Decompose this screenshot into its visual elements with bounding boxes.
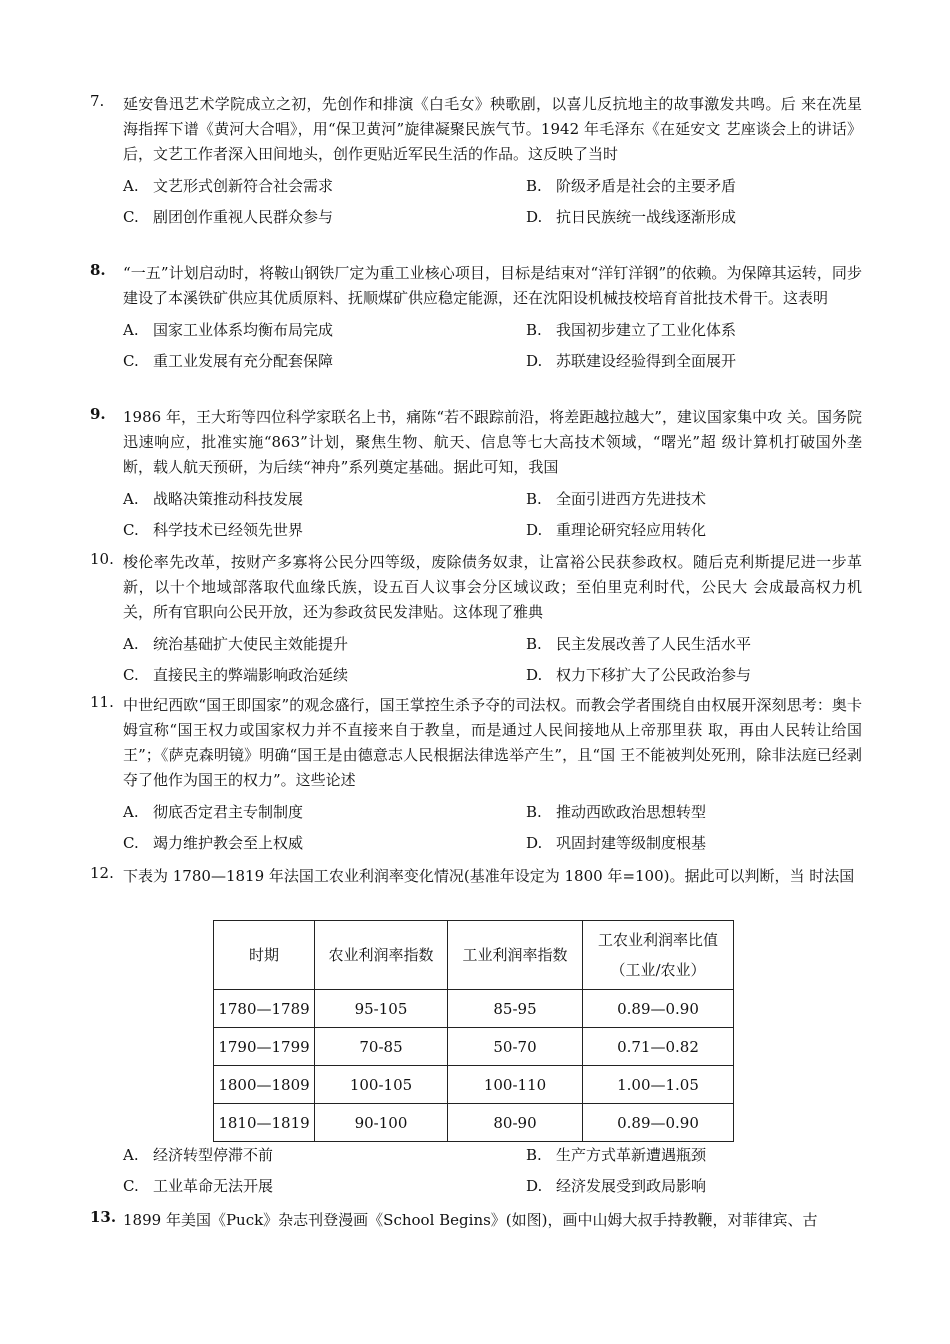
option-text: 直接民主的弊端影响政治延续	[153, 666, 349, 684]
option-text: 工业革命无法开展	[153, 1177, 274, 1195]
question-7	[90, 92, 862, 237]
option-text: 抗日民族统一战线逐渐形成	[556, 208, 737, 226]
option-b[interactable]	[526, 175, 736, 197]
option-letter: C.	[123, 208, 139, 226]
header-period: 时期	[214, 921, 315, 990]
option-letter: B.	[526, 1146, 542, 1164]
option-letter: B.	[526, 177, 542, 195]
cell-ratio: 1.00—1.05	[583, 1066, 734, 1104]
option-text: 剧团创作重视人民群众参与	[153, 208, 334, 226]
cell-ratio: 0.89—0.90	[583, 1104, 734, 1142]
option-letter: B.	[526, 635, 542, 653]
option-text: 全面引进西方先进技术	[556, 490, 707, 508]
option-letter: A.	[123, 490, 139, 508]
header-ratio	[583, 921, 734, 990]
table-row	[214, 990, 734, 1028]
option-d[interactable]	[526, 206, 736, 228]
option-letter: D.	[526, 1177, 543, 1195]
table-row	[214, 1028, 734, 1066]
option-a[interactable]	[123, 633, 348, 655]
options	[123, 801, 862, 863]
option-b[interactable]	[526, 633, 751, 655]
option-text: 权力下移扩大了公民政治参与	[556, 666, 752, 684]
option-text: 战略决策推动科技发展	[153, 490, 304, 508]
option-letter: C.	[123, 352, 139, 370]
question-stem: 1986 年，王大珩等四位科学家联名上书，痛陈“若不跟踪前沿，将差距越拉越大”，建议国家集中攻 关。国务院迅速响应，批准实施“863”计划，聚焦生物、航天、信息等七大高技术领域，“曙光”超 级计算机打破国外垄断，载人航天预研，为后续“神舟”系列奠定基础。据此可知，我国	[123, 408, 862, 476]
option-c[interactable]	[123, 350, 333, 372]
option-letter: D.	[526, 521, 543, 539]
cell-agriculture: 70-85	[315, 1028, 448, 1066]
option-letter: A.	[123, 321, 139, 339]
option-text: 竭力维护教会至上权威	[153, 834, 304, 852]
header-ratio-line1: 工农业利润率比值	[597, 931, 718, 949]
option-c[interactable]	[123, 1175, 273, 1197]
option-b[interactable]	[526, 488, 706, 510]
question-stem: 下表为 1780—1819 年法国工农业利润率变化情况(基准年设定为 1800 年=100)。据此可以判断，当 时法国	[123, 867, 855, 885]
option-text: 经济转型停滞不前	[153, 1146, 274, 1164]
option-letter: B.	[526, 321, 542, 339]
option-letter: C.	[123, 1177, 139, 1195]
question-number: 10.	[90, 550, 114, 568]
option-text: 重工业发展有充分配套保障	[153, 352, 334, 370]
cell-period: 1780—1789	[214, 990, 315, 1028]
cell-industry: 50-70	[448, 1028, 583, 1066]
option-c[interactable]	[123, 206, 333, 228]
option-d[interactable]	[526, 1175, 706, 1197]
table-row	[214, 1104, 734, 1142]
option-d[interactable]	[526, 832, 706, 854]
option-b[interactable]	[526, 319, 736, 341]
option-letter: A.	[123, 803, 139, 821]
header-agriculture: 农业利润率指数	[315, 921, 448, 990]
question-stem: 延安鲁迅艺术学院成立之初，先创作和排演《白毛女》秧歌剧，以喜儿反抗地主的故事激发共鸣。后 来在冼星海指挥下谱《黄河大合唱》，用“保卫黄河”旋律凝聚民族气节。1942 年毛泽东《在延安文 艺座谈会上的讲话》后，文艺工作者深入田间地头，创作更贴近军民生活的作品。这反映了当时	[123, 95, 862, 163]
cell-period: 1800—1809	[214, 1066, 315, 1104]
option-a[interactable]	[123, 488, 303, 510]
option-text: 统治基础扩大使民主效能提升	[153, 635, 349, 653]
option-d[interactable]	[526, 350, 736, 372]
question-12	[90, 864, 862, 889]
question-11	[90, 693, 862, 863]
question-number: 12.	[90, 864, 114, 882]
cell-ratio: 0.89—0.90	[583, 990, 734, 1028]
question-number: 9.	[90, 405, 106, 423]
profit-rate-table	[213, 920, 734, 1142]
option-text: 苏联建设经验得到全面展开	[556, 352, 737, 370]
option-text: 重理论研究轻应用转化	[556, 521, 707, 539]
cell-period: 1790—1799	[214, 1028, 315, 1066]
option-letter: D.	[526, 208, 543, 226]
option-letter: A.	[123, 635, 139, 653]
question-13	[90, 1208, 862, 1233]
option-letter: C.	[123, 666, 139, 684]
options	[123, 1144, 862, 1206]
option-text: 生产方式革新遭遇瓶颈	[556, 1146, 707, 1164]
question-stem: “一五”计划启动时，将鞍山钢铁厂定为重工业核心项目，目标是结束对“洋钉洋钢”的依赖。为保障其运转，同步建设了本溪铁矿供应其优质原料、抚顺煤矿供应稳定能源，还在沈阳设机械技校培育首批技术骨干。这表明	[123, 264, 862, 307]
question-stem: 1899 年美国《Puck》杂志刊登漫画《School Begins》(如图)，画中山姆大叔手持教鞭，对菲律宾、古	[123, 1211, 818, 1229]
option-b[interactable]	[526, 801, 706, 823]
option-text: 推动西欧政治思想转型	[556, 803, 707, 821]
option-text: 经济发展受到政局影响	[556, 1177, 707, 1195]
options	[123, 633, 862, 695]
question-10	[90, 550, 862, 695]
header-ratio-line2: （工业/农业）	[610, 961, 706, 979]
question-9	[90, 405, 862, 550]
option-letter: D.	[526, 666, 543, 684]
cell-agriculture: 90-100	[315, 1104, 448, 1142]
option-d[interactable]	[526, 519, 706, 541]
option-a[interactable]	[123, 801, 303, 823]
option-b[interactable]	[526, 1144, 706, 1166]
option-letter: C.	[123, 521, 139, 539]
option-text: 彻底否定君主专制制度	[153, 803, 304, 821]
option-c[interactable]	[123, 519, 303, 541]
option-text: 民主发展改善了人民生活水平	[556, 635, 752, 653]
cell-ratio: 0.71—0.82	[583, 1028, 734, 1066]
cell-period: 1810—1819	[214, 1104, 315, 1142]
option-text: 阶级矛盾是社会的主要矛盾	[556, 177, 737, 195]
question-number: 11.	[90, 693, 114, 711]
table-row	[214, 1066, 734, 1104]
option-letter: C.	[123, 834, 139, 852]
question-8	[90, 261, 862, 381]
option-letter: A.	[123, 177, 139, 195]
option-a[interactable]	[123, 319, 333, 341]
question-stem: 中世纪西欧“国王即国家”的观念盛行，国王掌控生杀予夺的司法权。而教会学者围绕自由权展开深刻思考：奥卡姆宣称“国王权力或国家权力并不直接来自于教皇，而是通过人民间接地从上帝那里获 取，再由人民转让给国王”；《萨克森明镜》明确“国王是由德意志人民根据法律选举产生”，且“国 王不能被判处死刑，除非法庭已经剥夺了他作为国王的权力”。这些论述	[123, 696, 862, 789]
cell-agriculture: 100-105	[315, 1066, 448, 1104]
option-text: 科学技术已经领先世界	[153, 521, 304, 539]
option-letter: D.	[526, 352, 543, 370]
question-12-options	[90, 1144, 862, 1206]
question-number: 7.	[90, 92, 105, 110]
option-c[interactable]	[123, 832, 303, 854]
option-text: 我国初步建立了工业化体系	[556, 321, 737, 339]
option-a[interactable]	[123, 175, 333, 197]
option-letter: B.	[526, 490, 542, 508]
options	[123, 319, 862, 381]
question-number: 8.	[90, 261, 106, 279]
option-letter: D.	[526, 834, 543, 852]
table-header-row	[214, 921, 734, 990]
option-text: 巩固封建等级制度根基	[556, 834, 707, 852]
cell-industry: 100-110	[448, 1066, 583, 1104]
cell-industry: 80-90	[448, 1104, 583, 1142]
option-c[interactable]	[123, 664, 348, 686]
options	[123, 175, 862, 237]
option-text: 国家工业体系均衡布局完成	[153, 321, 334, 339]
question-stem: 梭伦率先改革，按财产多寡将公民分四等级，废除债务奴隶，让富裕公民获参政权。随后克利斯提尼进一步革新，以十个地域部落取代血缘氏族，设五百人议事会分区域议政；至伯里克利时代，公民大 会成最高权力机关，所有官职向公民开放，还为参政贫民发津贴。这体现了雅典	[123, 553, 862, 621]
options	[123, 488, 862, 550]
option-d[interactable]	[526, 664, 751, 686]
cell-agriculture: 95-105	[315, 990, 448, 1028]
option-letter: B.	[526, 803, 542, 821]
option-letter: A.	[123, 1146, 139, 1164]
header-industry: 工业利润率指数	[448, 921, 583, 990]
option-text: 文艺形式创新符合社会需求	[153, 177, 334, 195]
question-number: 13.	[90, 1208, 117, 1226]
cell-industry: 85-95	[448, 990, 583, 1028]
option-a[interactable]	[123, 1144, 273, 1166]
